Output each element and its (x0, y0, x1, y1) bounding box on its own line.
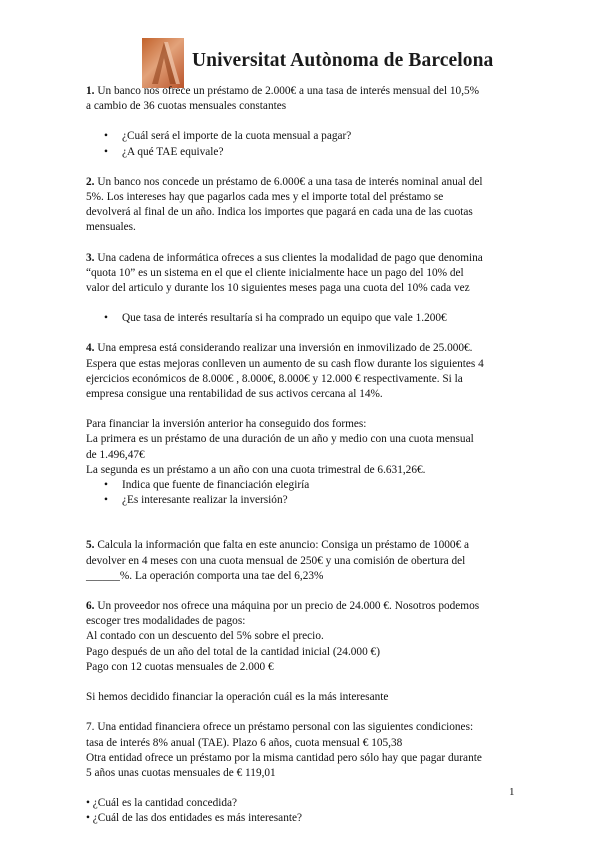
exercise-number: 6. (86, 600, 95, 613)
exercise-text: tasa de interés 8% anual (TAE). Plazo 6 años, cuota mensual € 105,38 (86, 736, 403, 749)
exercise-text: Un proveedor nos ofrece una máquina por un precio de 24.000 €. Nosotros podemos (97, 600, 480, 613)
exercise-number: 3. (86, 251, 95, 264)
bullet-icon: • (86, 797, 93, 810)
list-item: • Que tasa de interés resultaría si ha comprado un equipo que vale 1.200€ (104, 311, 526, 326)
exercise-text: mensuales. (86, 221, 136, 234)
exercise-text: de 1.496,47€ (86, 448, 145, 461)
exercise-text: escoger tres modalidades de pagos: (86, 615, 246, 628)
exercise-2 (86, 175, 526, 236)
exercise-text: Pago con 12 cuotas mensuales de 2.000 € (86, 660, 274, 673)
exercise-text: empresa consigue una rentabilidad de sus activos cercana al 14%. (86, 388, 383, 401)
exercise-text: Al contado con un descuento del 5% sobre el precio. (86, 630, 324, 643)
exercise-text: Una empresa está considerando realizar una inversión en inmovilizado de 25.000€. (97, 342, 473, 355)
list-item: • ¿Es interesante realizar la inversión? (104, 493, 526, 508)
exercise-number: 7. (86, 721, 95, 734)
exercise-text: Espera que estas mejoras conlleven un aumento de su cash flow durante los siguientes 4 (86, 357, 484, 370)
bullet-icon: • (104, 479, 108, 492)
exercise-text: ejercicios económicos de 8.000€ , 8.000€, 8.000€ y 12.000 € respectivamente. Si la (86, 372, 463, 385)
exercise-6 (86, 599, 526, 705)
exercise-text: La primera es un préstamo de una duración de un año y medio con una cuota mensual (86, 433, 474, 446)
list-item: • ¿Cuál es la cantidad concedida? (86, 797, 238, 810)
university-name: Universitat Autònoma de Barcelona (192, 50, 494, 71)
exercise-number: 4. (86, 342, 95, 355)
exercise-list (86, 84, 526, 827)
exercise-number: 2. (86, 175, 95, 188)
exercise-text: devolver en 4 meses con una cuota mensual de 250€ y una comisión de obertura del (86, 554, 466, 567)
university-logo (142, 38, 184, 88)
exercise-text: a cambio de 36 cuotas mensuales constantes (86, 100, 287, 113)
exercise-number: 5. (86, 539, 95, 552)
question-list (86, 796, 526, 826)
exercise-text: Un banco nos concede un préstamo de 6.000€ a una tasa de interés nominal anual del (97, 175, 483, 188)
exercise-text: Un banco nos ofrece un préstamo de 2.000€ a una tasa de interés mensual del 10,5% (97, 85, 480, 97)
question-list (104, 129, 526, 159)
exercise-4 (86, 341, 526, 508)
exercise-5 (86, 538, 526, 584)
exercise-text: Calcula la información que falta en este anuncio: Consiga un préstamo de 1000€ a (97, 539, 470, 552)
exercise-text: Una entidad financiera ofrece un préstamo personal con las siguientes condiciones: (97, 721, 474, 734)
question-list (104, 311, 526, 326)
list-item: • ¿A qué TAE equivale? (104, 145, 526, 160)
bullet-icon: • (104, 312, 108, 325)
exercise-text: La segunda es un préstamo a un año con una cuota trimestral de 6.631,26€. (86, 463, 426, 476)
exercise-text: Otra entidad ofrece un préstamo por la misma cantidad pero sólo hay que pagar durante (86, 751, 482, 764)
list-item: • ¿Cuál de las dos entidades es más interesante? (86, 812, 303, 825)
exercise-text: 5 años unas cuotas mensuales de € 119,01 (86, 766, 276, 779)
page-number: 1 (509, 786, 515, 798)
exercise-text: Para financiar la inversión anterior ha conseguido dos formes: (86, 418, 367, 431)
exercise-text: ______%. La operación comporta una tae del 6,23% (86, 569, 324, 582)
exercise-text: “quota 10” es un sistema en el que el cliente inicialmente hace un pago del 10% del (86, 266, 464, 279)
exercise-7 (86, 720, 526, 826)
university-header (142, 38, 494, 88)
exercise-text: 5%. Los intereses hay que pagarlos cada mes y el importe total del préstamo se (86, 191, 444, 204)
bullet-icon: • (104, 130, 108, 143)
exercise-text: Si hemos decidido financiar la operación cuál es la más interesante (86, 691, 389, 704)
list-item: • Indica que fuente de financiación elegiría (104, 478, 526, 493)
list-item: • ¿Cuál será el importe de la cuota mensual a pagar? (104, 129, 526, 144)
bullet-icon: • (86, 812, 93, 825)
bullet-icon: • (104, 145, 108, 158)
exercise-text: valor del articulo y durante los 10 siguientes meses paga una cuota del 10% cada vez (86, 282, 470, 295)
question-list (104, 478, 526, 508)
exercise-number: 1. (86, 85, 95, 97)
exercise-3 (86, 251, 526, 327)
exercise-1 (86, 84, 526, 160)
exercise-text: Pago después de un año del total de la cantidad inicial (24.000 €) (86, 645, 380, 658)
exercise-text: Una cadena de informática ofreces a sus clientes la modalidad de pago que denomina (97, 251, 483, 264)
exercise-text: devolverá al final de un año. Indica los importes que pagará en cada una de las cuotas (86, 206, 473, 219)
bullet-icon: • (104, 494, 108, 507)
